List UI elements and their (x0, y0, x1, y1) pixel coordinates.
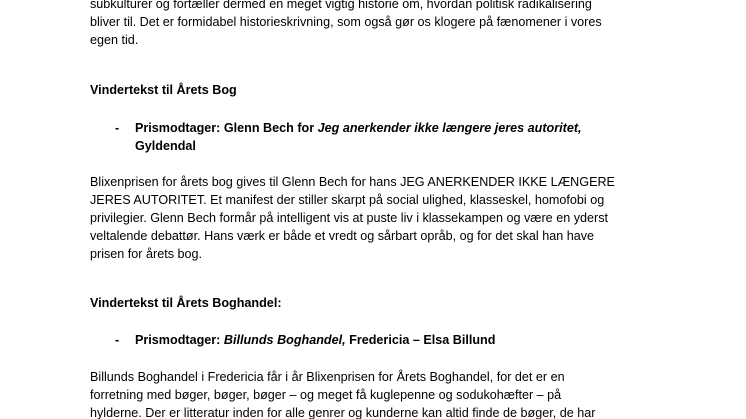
bookshop-recipient-text (135, 331, 655, 349)
book-recipient-title: Jeg anerkender ikke længere jeres autoritet, (317, 121, 582, 135)
book-recipient-line (135, 119, 655, 137)
book-recipient-prefix: Prismodtager: Glenn Bech for (135, 121, 318, 135)
book-body-line: veltalende debattør. Hans værk er både et vredt og sårbart opråb, og for det skal han have (90, 229, 595, 243)
book-body-line: prisen for årets bog. (90, 247, 203, 261)
intro-line: egen tid. (90, 33, 139, 47)
intro-line: subkulturer og fortæller dermed en meget vigtig historie om, hvordan politisk radikalisering (90, 0, 592, 11)
bookshop-recipient-line (135, 331, 655, 349)
bullet-dash: - (115, 333, 120, 347)
intro-paragraph (90, 0, 650, 49)
book-recipient-text (135, 119, 655, 155)
book-recipient-publisher: Gyldendal (135, 139, 196, 153)
book-section-heading: Vindertekst til Årets Bog (90, 83, 237, 97)
bookshop-body-paragraph (90, 368, 650, 419)
intro-line: bliver til. Det er formidabel historieskrivning, som også gør os klogere på fænomener i vores (90, 15, 602, 29)
bullet-dash: - (115, 121, 120, 135)
book-body-paragraph (90, 173, 650, 263)
bookshop-recipient-shop: Billunds Boghandel, (223, 333, 346, 347)
bookshop-recipient-suffix: Fredericia – Elsa Billund (345, 333, 496, 347)
book-body-line: privilegier. Glenn Bech formår på intelligent vis at puste liv i klassekampen og være en yderst (90, 211, 608, 225)
book-body-line: Blixenprisen for årets bog gives til Glenn Bech for hans JEG ANERKENDER IKKE LÆNGERE (90, 175, 615, 189)
book-body-line: JERES AUTORITET. Et manifest der stiller skarpt på social ulighed, klasseskel, homofobi og (90, 193, 605, 207)
bookshop-body-line: Billunds Boghandel i Fredericia får i år Blixenprisen for Årets Boghandel, for det er en (90, 370, 565, 384)
bookshop-section-heading: Vindertekst til Årets Boghandel: (90, 296, 282, 310)
bookshop-body-line: hylderne. Der er litteratur inden for alle genrer og kunderne kan altid finde de bøger, de har (90, 406, 596, 419)
bookshop-body-line: forretning med bøger, bøger, bøger – og meget få kuglepenne og sodukohæfter – på (90, 388, 562, 402)
bookshop-recipient-prefix: Prismodtager: (135, 333, 224, 347)
